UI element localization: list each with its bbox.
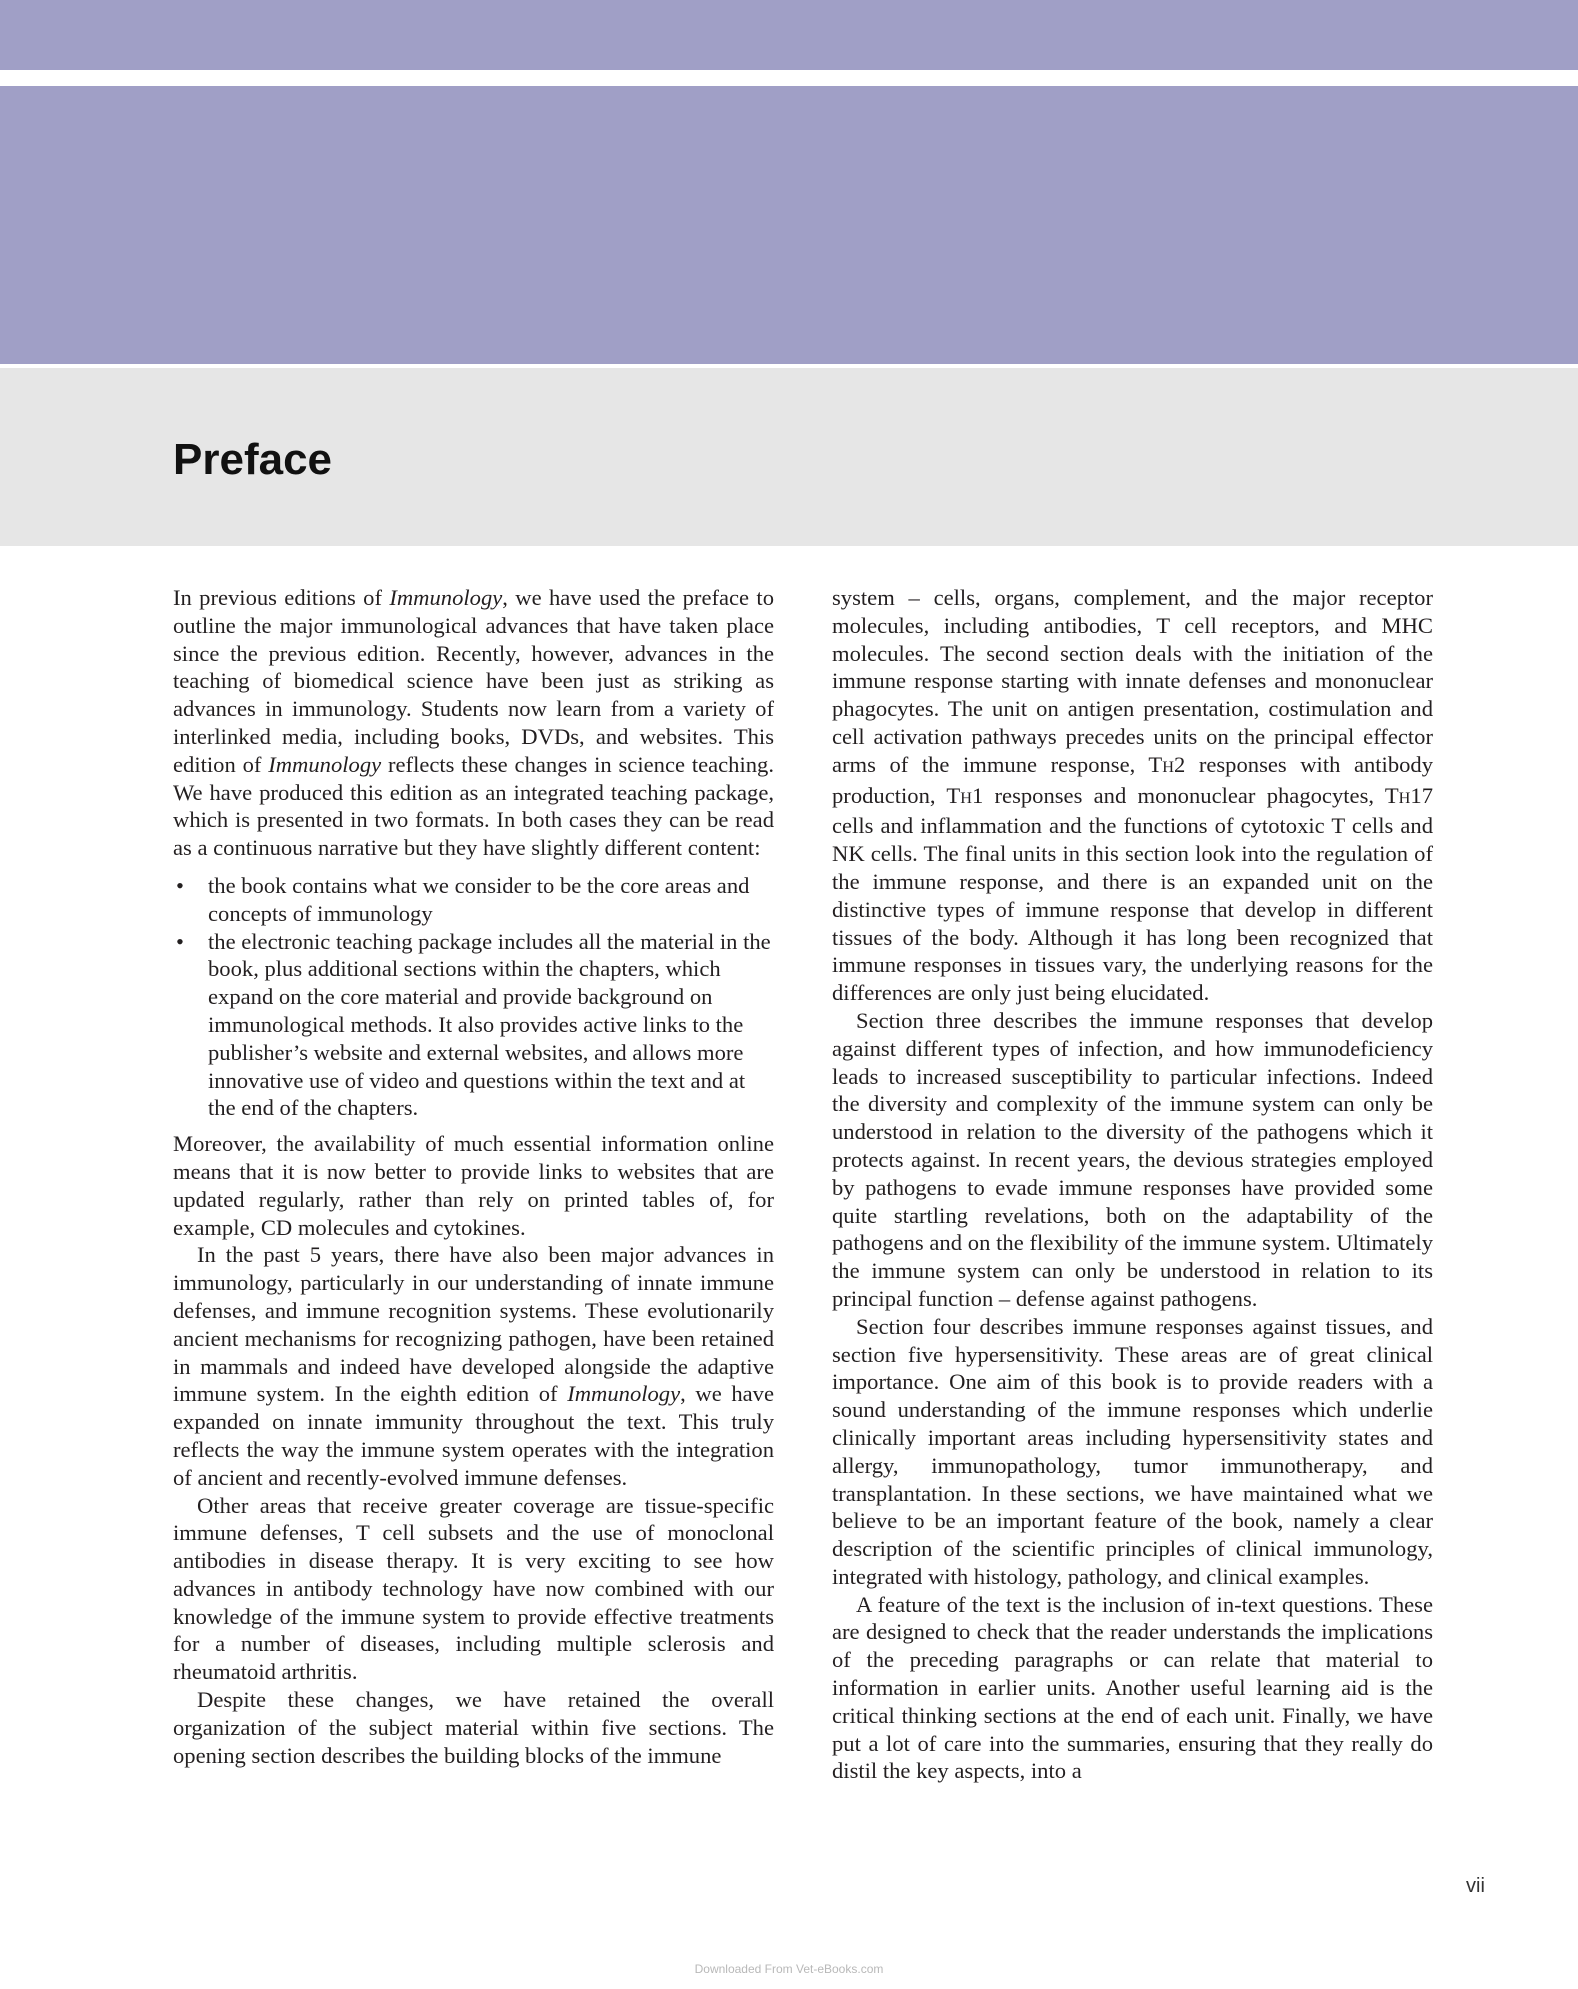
book-title: Immunology [567,1381,681,1407]
text-run: system – cells, organs, complement, and the major receptor molecules, including antibodies, T cell receptors, and MHC molecules. The second section deals with the initiation of the immune response starting with innate defenses and mononuclear phagocytes. The unit on antigen presentation, costimulation and cell activation pathways precedes units on the principal effector arms of the immune response, T [832,585,1433,777]
text-run: In previous editions of [173,585,390,610]
bullet-list [173,872,774,1122]
left-column [173,584,774,1769]
list-item-text: the electronic teaching package includes all the material in the book, plus additional sections within the chapters, which expand on the core material and provide background on immunological methods. It also provides active links to the publisher’s website and external websites, and allows more innovative use of video and questions within the text and at the end of the chapters. [208,928,771,1121]
paragraph: Section four describes immune responses against tissues, and section five hypersensitivity. These areas are of great clinical importance. One aim of this book is to provide readers with a sound understanding of the immune responses which underlie clinically important areas including hypersensitivity states and allergy, immunopathology, tumor immunotherapy, and transplantation. In these sections, we have maintained what we believe to be an important feature of the book, namely a clear description of the scientific principles of clinical immunology, integrated with histology, pathology, and clinical examples. [832,1313,1433,1589]
paragraph [173,584,774,862]
subscript-h: H [960,788,972,807]
paragraph: Section three describes the immune responses that develop against different types of infection, and how immunodeficiency leads to increased susceptibility to particular infections. Indeed the diversity and complexity of the immune system can only be understood in relation to the diversity of the pathogens which it protects against. In recent years, the devious strategies employed by pathogens to evade immune responses have provided some quite startling revelations, both on the adaptability of the pathogens and on the flexibility of the immune system. Ultimately the immune system can only be understood in relation to its principal function – defense against pathogens. [832,1007,1433,1311]
text-run: In the past 5 years, there have also been major advances in immunology, particularly in our understanding of innate immune defenses, and immune recognition systems. These evolutionarily ancient mechanisms for recognizing pathogen, have been retained in mammals and indeed have developed alongside the adaptive immune system. In the eighth edition of [173,1242,774,1407]
header-color-band-top [0,0,1578,70]
subscript-h: H [1162,757,1174,776]
paragraph: Despite these changes, we have retained the overall organization of the subject material within five sections. The opening section describes the building blocks of the immune [173,1687,774,1768]
paragraph: Moreover, the availability of much essential information online means that it is now better to provide links to websites that are updated regularly, rather than rely on printed tables of, for example, CD molecules and cytokines. [173,1131,774,1240]
bullet-icon: • [176,928,184,954]
book-title: Immunology [389,585,503,610]
page-number: vii [1466,1875,1485,1897]
text-run: , we have used the preface to outline the major immunological advances that have taken place since the previous edition. Recently, however, advances in the teaching of biomedical science have been just as striking as advances in immunology. Students now learn from a variety of interlinked media, including books, DVDs, and websites. This edition of [173,585,774,777]
text-run: 1 responses and mononuclear phagocytes, T [971,782,1399,808]
paragraph [173,1241,774,1491]
header-color-band [0,86,1578,364]
bullet-icon: • [176,872,184,898]
right-column [832,584,1433,1785]
page-title: Preface [173,435,333,484]
list-item [173,928,774,1123]
paragraph: A feature of the text is the inclusion of in-text questions. These are designed to check that the reader understands the implications of the preceding paragraphs or can relate that material to information in earlier units. Another useful learning aid is the critical thinking sections at the end of each unit. Finally, we have put a lot of care into the summaries, ensuring that they really do distil the key aspects, into a [832,1591,1433,1784]
list-item [173,872,774,928]
paragraph: Other areas that receive greater coverage are tissue-specific immune defenses, T cell subsets and the use of monoclonal antibodies in disease therapy. It is very exciting to see how advances in antibody technology have now combined with our knowledge of the immune system to provide effective treatments for a number of diseases, including multiple sclerosis and rheumatoid arthritis. [173,1492,774,1685]
text-run: 17 cells and inflammation and the functions of cytotoxic T cells and NK cells. The final units in this section look into the regulation of the immune response, and there is an expanded unit on the distinctive types of immune response that develop in different tissues of the body. Although it has long been recognized that immune responses in tissues vary, the underlying reasons for the differences are only just being elucidated. [832,782,1434,1006]
text-run: 2 responses with antibody production, T [832,751,1434,808]
text-run: , we have expanded on innate immunity throughout the text. This truly reflects the way the immune system operates with the integration of ancient and recently-evolved immune defenses. [173,1381,774,1490]
subscript-h: H [1398,788,1411,807]
paragraph [832,584,1433,1007]
footer-watermark: Downloaded From Vet-eBooks.com [694,1962,884,1976]
list-item-text: the book contains what we consider to be the core areas and concepts of immunology [208,872,750,926]
text-run: reflects these changes in science teaching. We have produced this edition as an integrated teaching package, which is presented in two formats. In both cases they can be read as a continuous narrative but they have slightly different content: [173,751,774,861]
book-title: Immunology [268,751,382,777]
